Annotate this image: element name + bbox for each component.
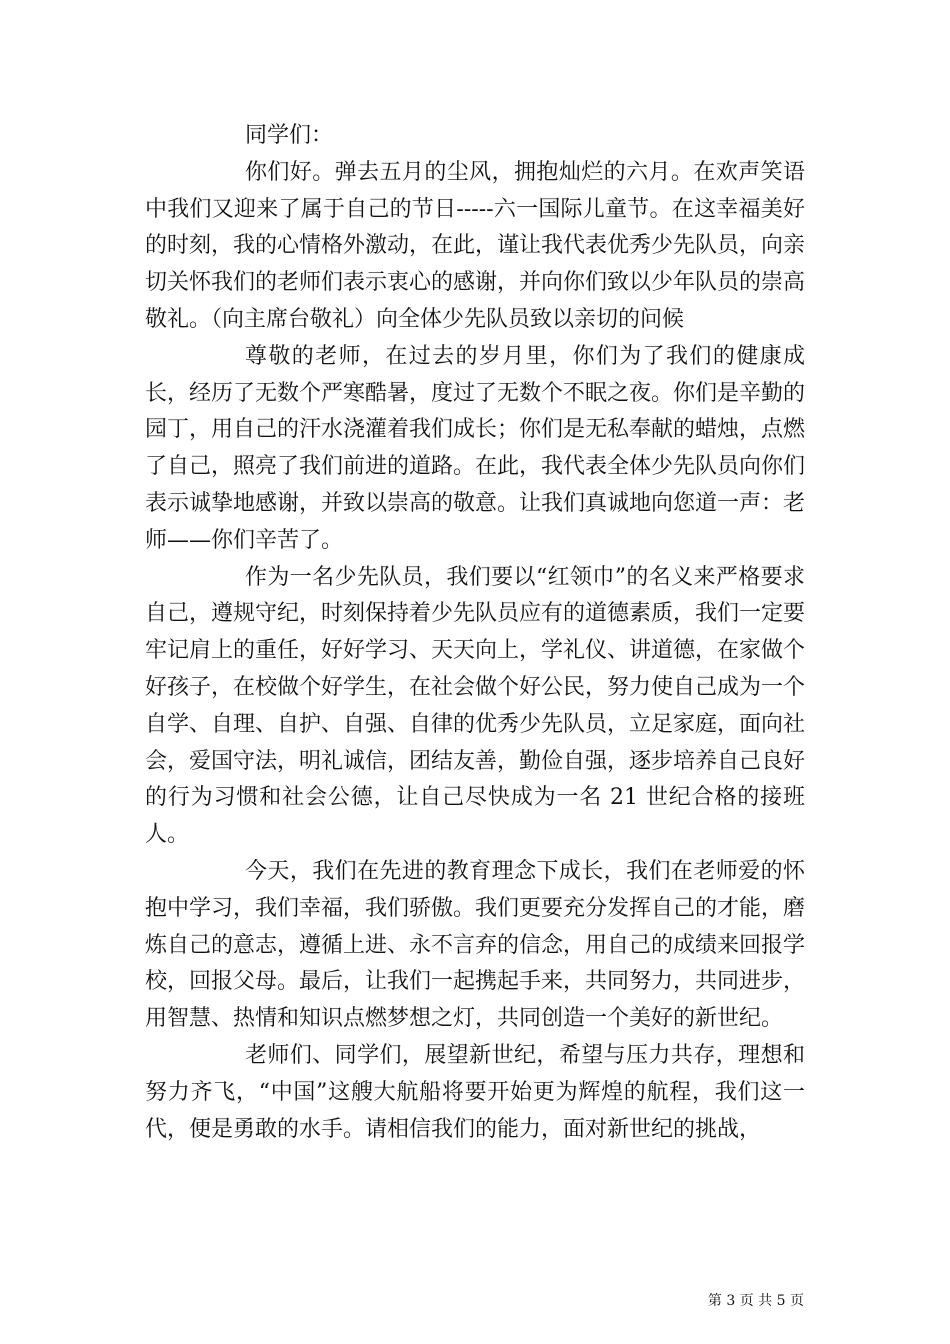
paragraph-new-century: 老师们、同学们，展望新世纪，希望与压力共存，理想和努力齐飞，“中国”这艘大航船将要开始更为辉煌的航程，我们这一代，便是勇敢的水手。请相信我们的能力，面对新世纪的挑战， xyxy=(145,1042,805,1142)
paragraph-today: 今天，我们在先进的教育理念下成长，我们在老师爱的怀抱中学习，我们幸福，我们骄傲。我们更要充分发挥自己的才能，磨炼自己的意志，遵循上进、永不言弃的信念，用自己的成绩来回报学校，回报父母。最后，让我们一起携起手来，共同努力，共同进步，用智慧、热情和知识点燃梦想之灯，共同创造一个美好的新世纪。 xyxy=(145,858,806,1032)
document-body xyxy=(145,118,805,1148)
paragraph-pioneers: 作为一名少先队员，我们要以“红领巾”的名义来严格要求自己，遵规守纪，时刻保持着少先队员应有的道德素质，我们一定要牢记肩上的重任，好好学习、天天向上，学礼仪、讲道德，在家做个好孩子，在校做个好学生，在社会做个好公民，努力使自己成为一个自学、自理、自护、自强、自律的优秀少先队员，立足家庭，面向社会，爱国守法，明礼诚信，团结友善，勤俭自强，逐步培养自己良好的行为习惯和社会公德，让自己尽快成为一名 21 世纪合格的接班人。 xyxy=(145,564,806,848)
page-number-footer: 第 3 页 共 5 页 xyxy=(707,1293,804,1309)
paragraph-greeting: 你们好。弹去五月的尘风，拥抱灿烂的六月。在欢声笑语中我们又迎来了属于自己的节日-----六一国际儿童节。在这幸福美好的时刻，我的心情格外激动，在此，谨让我代表优秀少先队员，向亲切关怀我们的老师们表示衷心的感谢，并向你们致以少年队员的崇高敬礼。（向主席台敬礼）向全体少先队员致以亲切的问候 xyxy=(145,159,806,332)
paragraph-teachers: 尊敬的老师，在过去的岁月里，你们为了我们的健康成长，经历了无数个严寒酷暑，度过了无数个不眠之夜。你们是辛勤的园丁，用自己的汗水浇灌着我们成长；你们是无私奉献的蜡烛，点燃了自己，照亮了我们前进的道路。在此，我代表全体少先队员向你们表示诚挚地感谢，并致以崇高的敬意。让我们真诚地向您道一声：老师——你们辛苦了。 xyxy=(145,343,806,553)
salutation: 同学们： xyxy=(245,123,334,148)
